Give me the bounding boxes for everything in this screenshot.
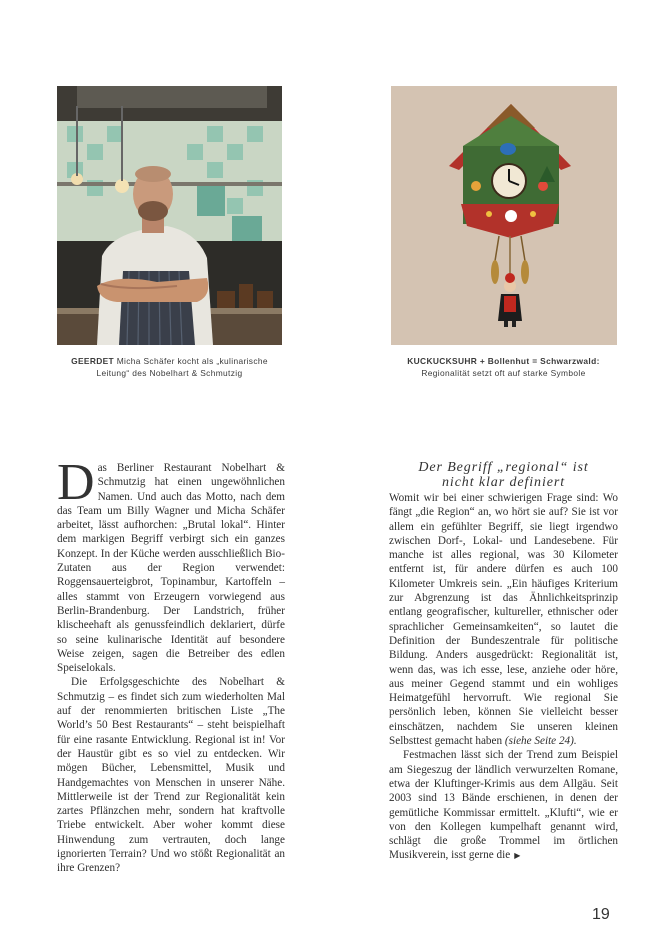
caption-label: KUCKUCKSUHR + Bollenhut = Schwarzwald: [407, 356, 600, 366]
page-reference: (siehe Seite 24). [504, 735, 577, 748]
photo-caption-right [391, 355, 616, 379]
drop-cap: D [57, 454, 95, 511]
continue-arrow-icon: ▶ [514, 851, 521, 861]
caption-text: Micha Schäfer kocht als „kulinarische Leitung“ des Nobelhart & Schmutzig [96, 356, 268, 378]
article-paragraph: Festmachen lässt sich der Trend zum Beispiel am Siegeszug der ländlich verwurzelten Romane, etwa der Kluftinger-Krimis aus dem Allgäu. Seit 2003 sind 13 Bände erschienen, in denen der gemütliche Kommissar ermittelt. „Klufti“, wie er von den Kollegen kumpelhaft genannt wird, schlägt die große Trommel im örtlichen Musikverein, isst gerne die ▶ [389, 749, 618, 862]
section-subheading: Der Begriff „regional“ ist nicht klar definiert [418, 460, 589, 490]
chef-photo [57, 86, 282, 345]
page-number: 19 [592, 906, 610, 923]
article-paragraph: Womit wir bei einer schwierigen Frage sind: Wo fängt „die Region“ an, wo hört sie auf? Sie ist vor allem ein gefühlter Begriff, sie liegt irgendwo zwischen Dorf-, Lokal- und Landesebene. Für manche ist alles regional, was 30 Kilometer entfernt ist, für andere dürfen es auch 100 Kilometer Umkreis sein. „Ein häufiges Kriterium zur Abgrenzung ist das Ähnlichkeitsprinzip entlang geografischer, kultureller, ethnischer oder sprachlicher Gemeinsamkeiten“, so lautet die Definition der Bundeszentrale für politische Bildung. Anders ausgedrückt: Regionalität ist, wenn das, was ich esse, lese, anziehe oder höre, aus meiner Gegend stammt und ein wohliges Heimatgefühl hervorruft. Wie regional Sie persönlich leben, können Sie vielleicht besser einschätzen, nachdem Sie unseren kleinen Selbsttest gemacht haben (siehe Seite 24). [389, 492, 618, 748]
caption-label: GEERDET [71, 356, 115, 366]
article-column-right [389, 461, 618, 864]
article-paragraph: Das Berliner Restaurant Nobelhart & Schmutzig hat einen ungewöhnlichen Namen. Und auch das Motto, nach dem das Team um Billy Wagner und Micha Schäfer arbeitet, lässt aufhorchen: „Brutal lokal“. Hinter dem markigen Begriff verbirgt sich ein ganzes Konzept. In der Küche werden ausschließlich Bio-Zutaten aus der Region verwendet: Roggensauerteigbrot, Topinambur, Kartoffeln – alles stammt von Erzeugern vorwiegend aus Berlin-Brandenburg. Der Landstrich, früher klischeehaft als genussfeindlich deklariert, dürfe so seine kulinarische Identität auf besondere Weise zeigen, sagen die Betreiber des edlen Speiselokals. [57, 454, 285, 675]
caption-text: Regionalität setzt oft auf starke Symbole [421, 368, 586, 378]
cuckoo-clock-photo [391, 86, 617, 345]
article-column-left [57, 454, 285, 876]
photo-caption-left [57, 355, 282, 379]
article-paragraph: Die Erfolgsgeschichte des Nobelhart & Schmutzig – es findet sich zum wiederholten Mal auf der renommierten britischen Liste „The World’s 50 Best Restaurants“ – steht beispielhaft für eine rasante Entwicklung. Regional ist in! Vor der Haustür gibt es so viel zu entdecken. Wir mögen Bücher, Lebensmittel, Musik und Handgemachtes von Menschen in unserer Nähe. Mittlerweile ist der Trend zur Regionalität kein zartes Pflänzchen mehr, sondern hat kraftvolle Triebe entwickelt. Aber woher kommt diese Hinwendung zum vertrauten, doch lange ignorierten Terrain? Und wo stößt Regionalität an ihre Grenzen? [57, 676, 285, 875]
